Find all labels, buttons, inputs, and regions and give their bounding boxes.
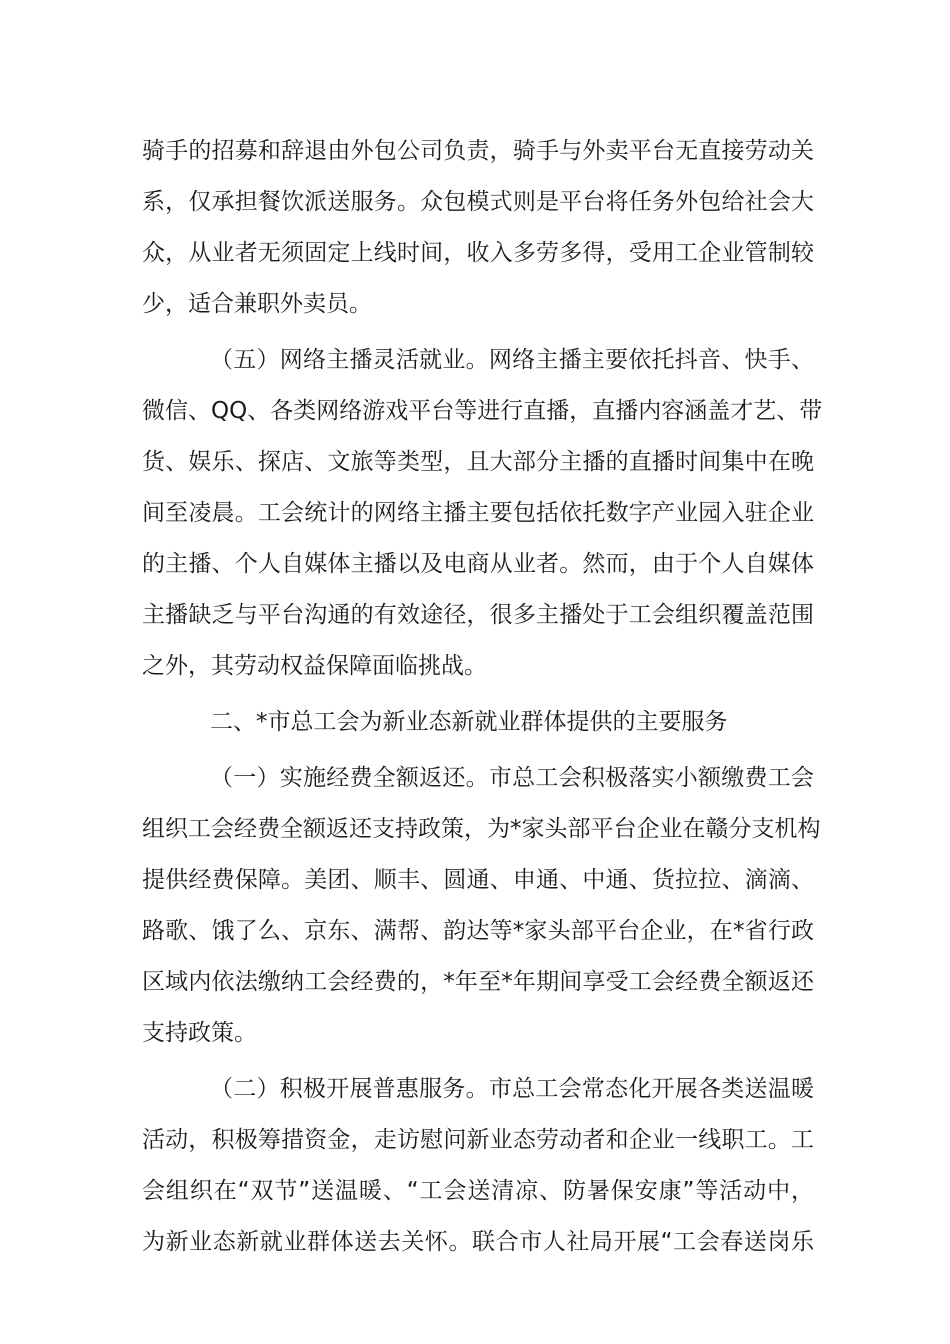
text-line: 少，适合兼职外卖员。 bbox=[142, 291, 372, 317]
text-line: 系，仅承担餐饮派送服务。众包模式则是平台将任务外包给社会大 bbox=[142, 189, 814, 215]
text-line: 路歌、饿了么、京东、满帮、韵达等*家头部平台企业，在*省行政 bbox=[142, 918, 814, 944]
text-line: 区域内依法缴纳工会经费的，*年至*年期间享受工会经费全额返还 bbox=[142, 969, 814, 995]
text-line: 微信、QQ、各类网络游戏平台等进行直播，直播内容涵盖才艺、带 bbox=[142, 398, 823, 424]
text-line: 支持政策。 bbox=[142, 1020, 257, 1046]
text-line: 货、娱乐、探店、文旅等类型，且大部分主播的直播时间集中在晚 bbox=[142, 449, 814, 475]
text-line: 活动，积极筹措资金，走访慰问新业态劳动者和企业一线职工。工 bbox=[142, 1127, 814, 1153]
section-heading-2 bbox=[142, 697, 814, 748]
paragraph-streamers bbox=[142, 335, 823, 692]
paragraph-delivery-continued bbox=[142, 126, 814, 330]
text-line: 间至凌晨。工会统计的网络主播主要包括依托数字产业园入驻企业 bbox=[142, 500, 814, 526]
text-line: 的主播、个人自媒体主播以及电商从业者。然而，由于个人自媒体 bbox=[142, 551, 814, 577]
paragraph-inclusive-services bbox=[142, 1064, 814, 1268]
text-line: 会组织在“双节”送温暖、“工会送清凉、防暑保安康”等活动中， bbox=[142, 1178, 814, 1204]
text-line: 提供经费保障。美团、顺丰、圆通、申通、中通、货拉拉、滴滴、 bbox=[142, 867, 814, 893]
paragraph-funds-return bbox=[142, 753, 821, 1059]
document-body bbox=[142, 126, 823, 1268]
text-line: 组织工会经费全额返还支持政策，为*家头部平台企业在赣分支机构 bbox=[142, 816, 821, 842]
text-line: 之外，其劳动权益保障面临挑战。 bbox=[142, 653, 487, 679]
text-line: 为新业态新就业群体送去关怀。联合市人社局开展“工会春送岗乐 bbox=[142, 1229, 814, 1255]
text-line: 众，从业者无须固定上线时间，收入多劳多得，受用工企业管制较 bbox=[142, 240, 814, 266]
text-line: （一）实施经费全额返还。市总工会积极落实小额缴费工会 bbox=[210, 765, 814, 791]
text-line: （五）网络主播灵活就业。网络主播主要依托抖音、快手、 bbox=[210, 347, 814, 373]
text-line: 骑手的招募和辞退由外包公司负责，骑手与外卖平台无直接劳动关 bbox=[142, 138, 814, 164]
section-title: 二、*市总工会为新业态新就业群体提供的主要服务 bbox=[210, 709, 728, 735]
text-line: （二）积极开展普惠服务。市总工会常态化开展各类送温暖 bbox=[210, 1076, 814, 1102]
text-line: 主播缺乏与平台沟通的有效途径，很多主播处于工会组织覆盖范围 bbox=[142, 602, 814, 628]
